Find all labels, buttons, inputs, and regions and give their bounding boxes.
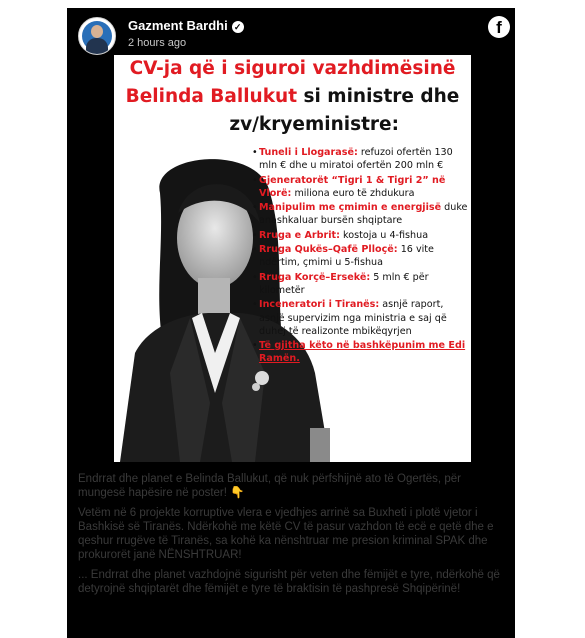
headline-line-1-text: CV-ja që i siguroi vazhdimësinë — [129, 58, 456, 79]
poster-headline — [114, 55, 471, 139]
facebook-post-card — [67, 8, 515, 638]
poster-bullet-list — [252, 146, 470, 367]
bullet-item — [252, 243, 470, 270]
verified-badge-icon: ✓ — [232, 21, 244, 33]
headline-name: Belinda Ballukut — [125, 86, 298, 107]
post-body-text — [78, 472, 506, 602]
headline-line-2-rest: si ministre dhe — [297, 86, 460, 107]
bullet-item — [252, 174, 470, 201]
avatar-body — [86, 38, 108, 54]
headline-line-2 — [114, 83, 471, 111]
bullet-highlight: Rruga e Arbrit: — [259, 229, 340, 241]
bullet-text: refuzoi ofertën 130 mln € dhe u miratoi ofertën 200 mln € — [259, 147, 453, 172]
author-name-row[interactable] — [128, 18, 244, 34]
bullet-text: kostoja u 4-fishua — [339, 229, 429, 241]
bullet-item — [252, 146, 470, 173]
bullet-final-text: Të gjitha këto në bashkëpunim me Edi Ramën. — [259, 340, 466, 365]
bullet-highlight: Gjeneratorët “Tigri 1 & Tigri 2” në Vlorë: — [259, 174, 446, 199]
author-name[interactable]: Gazment Bardhi — [128, 18, 228, 33]
avatar[interactable] — [78, 17, 116, 55]
bullet-item — [252, 271, 470, 298]
bullet-item — [252, 201, 470, 228]
bullet-text: 5 mln € për kilometër — [259, 271, 429, 296]
avatar-head — [91, 25, 103, 38]
bullet-item — [252, 229, 470, 242]
bullet-text: asnjë raport, asnjë supervizim nga ministria e saj që duhej të realizonte mbikëqyrjen — [259, 299, 447, 337]
post-paragraph-2: Vetëm në 6 projekte korruptive vlera e vjedhjes arrinë sa Buxheti i plotë vjetor i Bashkisë së Tiranës. Ndërkohë me këtë CV të pasur vazhdon të ecë e qetë dhe e qeshur rrugëve të Tiranës, sa kohë ka nënshtruar me presion kriminal SPAK dhe prokurorët janë NËNSHTRUAR! — [78, 507, 494, 561]
bullet-item-final — [252, 339, 470, 366]
post-image[interactable] — [114, 55, 471, 462]
post-header — [67, 8, 515, 58]
bullet-text: duke anashkaluar bursën shqiptare — [259, 202, 468, 227]
bullet-highlight: Manipulim me çmimin e energjisë — [259, 202, 442, 214]
post-paragraph-3: ... Endrrat dhe planet vazhdojnë sigurisht për veten dhe fëmijët e tyre, ndërkohë që detyrojnë shqiptarët dhe fëmijët e tyre të braktisin të pashpresë Shqipërinë! — [78, 569, 500, 595]
bullet-highlight: Rruga Korçë–Ersekë: — [259, 271, 371, 283]
bullet-highlight: Inceneratori i Tiranës: — [259, 299, 380, 311]
bullet-item — [252, 298, 470, 338]
facebook-icon[interactable]: f — [488, 16, 510, 38]
post-paragraph-1: Endrrat dhe planet e Belinda Ballukut, që nuk përfshijnë ato të Ogertës, për mungesë hapësire në poster! 👇 — [78, 473, 461, 499]
bullet-highlight: Tuneli i Llogarasë: — [259, 147, 358, 158]
post-timestamp[interactable]: 2 hours ago — [128, 37, 187, 49]
bullet-text: miliona euro të zhdukura — [291, 187, 415, 199]
bullet-text: 16 vite ndërtim, çmimi u 5-fishua — [259, 244, 434, 269]
headline-line-1 — [114, 55, 471, 83]
bullet-highlight: Rruga Qukës–Qafë Plloçë: — [259, 244, 398, 256]
headline-line-3: zv/kryeministre: — [229, 114, 399, 135]
